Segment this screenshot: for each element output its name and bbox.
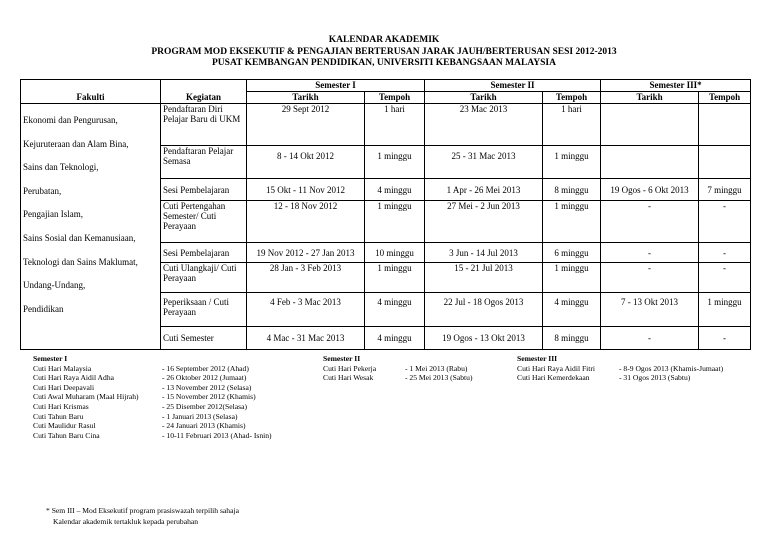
holiday-row [33, 412, 272, 422]
tempoh-cell: - [699, 201, 751, 243]
col-tempoh: Tempoh [365, 92, 425, 104]
tarikh-cell: 1 Apr - 26 Mei 2013 [425, 179, 543, 201]
tempoh-cell: 4 minggu [365, 293, 425, 327]
holiday-name: Cuti Hari Deepavali [33, 382, 95, 392]
col-tarikh: Tarikh [601, 92, 699, 104]
table-row [21, 104, 751, 146]
footnote-sem3: * Sem III – Mod Eksekutif program prasiswazah terpilih sahaja [46, 506, 239, 515]
tarikh-cell: 12 - 18 Nov 2012 [247, 201, 365, 243]
holidays-semester-2 [323, 354, 473, 383]
holiday-name: Cuti Hari Wesak [323, 373, 374, 383]
holiday-row [33, 364, 272, 374]
tarikh-cell: 27 Mei - 2 Jun 2013 [425, 201, 543, 243]
fakulti-cell [21, 104, 161, 350]
holiday-date: - 25 Mei 2013 (Sabtu) [405, 373, 473, 383]
holidays-heading: Semester II [323, 354, 361, 363]
holiday-row [33, 421, 272, 431]
tarikh-cell: - [601, 201, 699, 243]
holiday-date: - 31 Ogos 2013 (Sabtu) [619, 373, 691, 383]
tempoh-cell: 8 minggu [543, 179, 601, 201]
tarikh-cell: 19 Ogos - 13 Okt 2013 [425, 327, 543, 350]
header-blank [21, 80, 161, 92]
tarikh-cell: 8 - 14 Okt 2012 [247, 146, 365, 179]
fakulti-item: Pendidikan [23, 303, 64, 314]
holiday-row [517, 373, 723, 383]
tempoh-cell: 1 minggu [365, 146, 425, 179]
holiday-date: - 1 Januari 2013 (Selasa) [162, 411, 238, 421]
fakulti-item: Sains Sosial dan Kemanusiaan, [23, 232, 136, 243]
column-header-row [21, 92, 751, 104]
holidays-heading: Semester I [33, 354, 68, 363]
kegiatan-cell: Pendaftaran Diri Pelajar Baru di UKM [161, 104, 247, 146]
tarikh-cell: 4 Feb - 3 Mac 2013 [247, 293, 365, 327]
holiday-name: Cuti Hari Raya Aidil Adha [33, 373, 114, 383]
holiday-row [323, 364, 473, 374]
tarikh-cell: 22 Jul - 18 Ogos 2013 [425, 293, 543, 327]
holiday-date: - 24 Januari 2013 (Khamis) [162, 421, 246, 431]
tarikh-cell: 23 Mac 2013 [425, 104, 543, 146]
holiday-name: Cuti Hari Kemerdekaan [517, 373, 590, 383]
tarikh-cell: 19 Nov 2012 - 27 Jan 2013 [247, 243, 365, 263]
semester-3-header: Semester III* [601, 80, 751, 92]
document-header [0, 35, 768, 70]
tempoh-cell: 4 minggu [365, 179, 425, 201]
kegiatan-cell: Cuti Semester [161, 327, 247, 350]
tarikh-cell: 4 Mac - 31 Mac 2013 [247, 327, 365, 350]
kegiatan-cell: Cuti Pertengahan Semester/ Cuti Perayaan [161, 201, 247, 243]
holiday-name: Cuti Tahun Baru [33, 411, 84, 421]
tempoh-cell: 1 hari [543, 104, 601, 146]
holiday-date: - 1 Mei 2013 (Rabu) [405, 363, 468, 373]
col-tempoh: Tempoh [699, 92, 751, 104]
holiday-date: - 10-11 Februari 2013 (Ahad- Isnin) [162, 430, 272, 440]
fakulti-item: Ekonomi dan Pengurusan, [23, 115, 118, 125]
tarikh-cell: 3 Jun - 14 Jul 2013 [425, 243, 543, 263]
holiday-row [33, 431, 272, 441]
tarikh-cell: - [601, 327, 699, 350]
tempoh-cell: - [699, 327, 751, 350]
tarikh-cell [601, 104, 699, 146]
holidays-semester-1 [33, 354, 272, 440]
tempoh-cell: 10 minggu [365, 243, 425, 263]
col-tarikh: Tarikh [425, 92, 543, 104]
fakulti-item: Sains dan Teknologi, [23, 162, 99, 173]
col-tarikh: Tarikh [247, 92, 365, 104]
tempoh-cell: 1 minggu [699, 293, 751, 327]
fakulti-item: Pengajian Islam, [23, 209, 83, 220]
doc-subtitle-program: PROGRAM MOD EKSEKUTIF & PENGAJIAN BERTERUSAN JARAK JAUH/BERTERUSAN SESI 2012-2013 [151, 46, 617, 57]
holiday-date: - 13 November 2012 (Selasa) [162, 382, 252, 392]
tarikh-cell: 7 - 13 Okt 2013 [601, 293, 699, 327]
fakulti-item: Teknologi dan Sains Maklumat, [23, 256, 138, 267]
holiday-date: - 25 Disember 2012(Selasa) [162, 401, 247, 411]
tempoh-cell: 4 minggu [543, 293, 601, 327]
holidays-heading: Semester III [517, 354, 558, 363]
col-fakulti: Fakulti [21, 92, 161, 104]
holiday-date: - 16 September 2012 (Ahad) [162, 363, 249, 373]
holiday-name: Cuti Hari Pekerja [323, 363, 377, 373]
tempoh-cell: 1 hari [365, 104, 425, 146]
tarikh-cell [601, 146, 699, 179]
tempoh-cell: 4 minggu [365, 327, 425, 350]
fakulti-item: Undang-Undang, [23, 280, 86, 291]
academic-calendar-table [20, 79, 751, 350]
kegiatan-cell: Sesi Pembelajaran [161, 179, 247, 201]
col-tempoh: Tempoh [543, 92, 601, 104]
footnotes [46, 505, 239, 527]
tempoh-cell: - [699, 263, 751, 293]
holiday-row [517, 364, 723, 374]
col-kegiatan: Kegiatan [161, 92, 247, 104]
holiday-row [33, 373, 272, 383]
tarikh-cell: 28 Jan - 3 Feb 2013 [247, 263, 365, 293]
holiday-name: Cuti Hari Krismas [33, 401, 89, 411]
tempoh-cell: 1 minggu [543, 263, 601, 293]
tempoh-cell: 1 minggu [543, 146, 601, 179]
tarikh-cell: 15 - 21 Jul 2013 [425, 263, 543, 293]
semester-1-header: Semester I [247, 80, 425, 92]
holiday-row [33, 392, 272, 402]
tarikh-cell: 19 Ogos - 6 Okt 2013 [601, 179, 699, 201]
kegiatan-cell: Cuti Ulangkaji/ Cuti Perayaan [161, 263, 247, 293]
tempoh-cell: - [699, 243, 751, 263]
tempoh-cell: 7 minggu [699, 179, 751, 201]
holidays-semester-3 [517, 354, 723, 383]
holiday-row [33, 383, 272, 393]
tempoh-cell: 1 minggu [365, 201, 425, 243]
fakulti-item: Kejuruteraan dan Alam Bina, [23, 138, 129, 149]
doc-title: KALENDAR AKADEMIK [328, 35, 440, 45]
tarikh-cell: 25 - 31 Mac 2013 [425, 146, 543, 179]
holiday-name: Cuti Hari Malaysia [33, 363, 92, 373]
holiday-name: Cuti Maulidur Rasul [33, 421, 96, 431]
holiday-row [33, 402, 272, 412]
semester-2-header: Semester II [425, 80, 601, 92]
fakulti-item: Perubatan, [23, 185, 62, 196]
tempoh-cell: 8 minggu [543, 327, 601, 350]
doc-subtitle-institution: PUSAT KEMBANGAN PENDIDIKAN, UNIVERSITI KEBANGSAAN MALAYSIA [212, 58, 556, 68]
holiday-name: Cuti Awal Muharam (Maal Hijrah) [33, 392, 139, 402]
kegiatan-cell: Sesi Pembelajaran [161, 243, 247, 263]
holiday-name: Cuti Tahun Baru Cina [33, 430, 100, 440]
holiday-row [323, 373, 473, 383]
holiday-date: - 15 November 2012 (Khamis) [162, 392, 256, 402]
kegiatan-cell: Peperiksaan / Cuti Perayaan [161, 293, 247, 327]
tarikh-cell: - [601, 263, 699, 293]
tarikh-cell: 15 Okt - 11 Nov 2012 [247, 179, 365, 201]
tarikh-cell: 29 Sept 2012 [247, 104, 365, 146]
semester-header-row [21, 80, 751, 92]
header-blank [161, 80, 247, 92]
holiday-date: - 8-9 Ogos 2013 (Khamis-Jumaat) [619, 363, 724, 373]
tempoh-cell [699, 104, 751, 146]
holiday-name: Cuti Hari Raya Aidil Fitri [517, 363, 596, 373]
holiday-date: - 26 Oktober 2012 (Jumaat) [162, 373, 247, 383]
tempoh-cell: 1 minggu [365, 263, 425, 293]
tempoh-cell [699, 146, 751, 179]
footnote-disclaimer: Kalendar akademik tertakluk kepada perubahan [53, 517, 199, 526]
tarikh-cell: - [601, 243, 699, 263]
tempoh-cell: 6 minggu [543, 243, 601, 263]
kegiatan-cell: Pendaftaran Pelajar Semasa [161, 146, 247, 179]
tempoh-cell: 1 minggu [543, 201, 601, 243]
